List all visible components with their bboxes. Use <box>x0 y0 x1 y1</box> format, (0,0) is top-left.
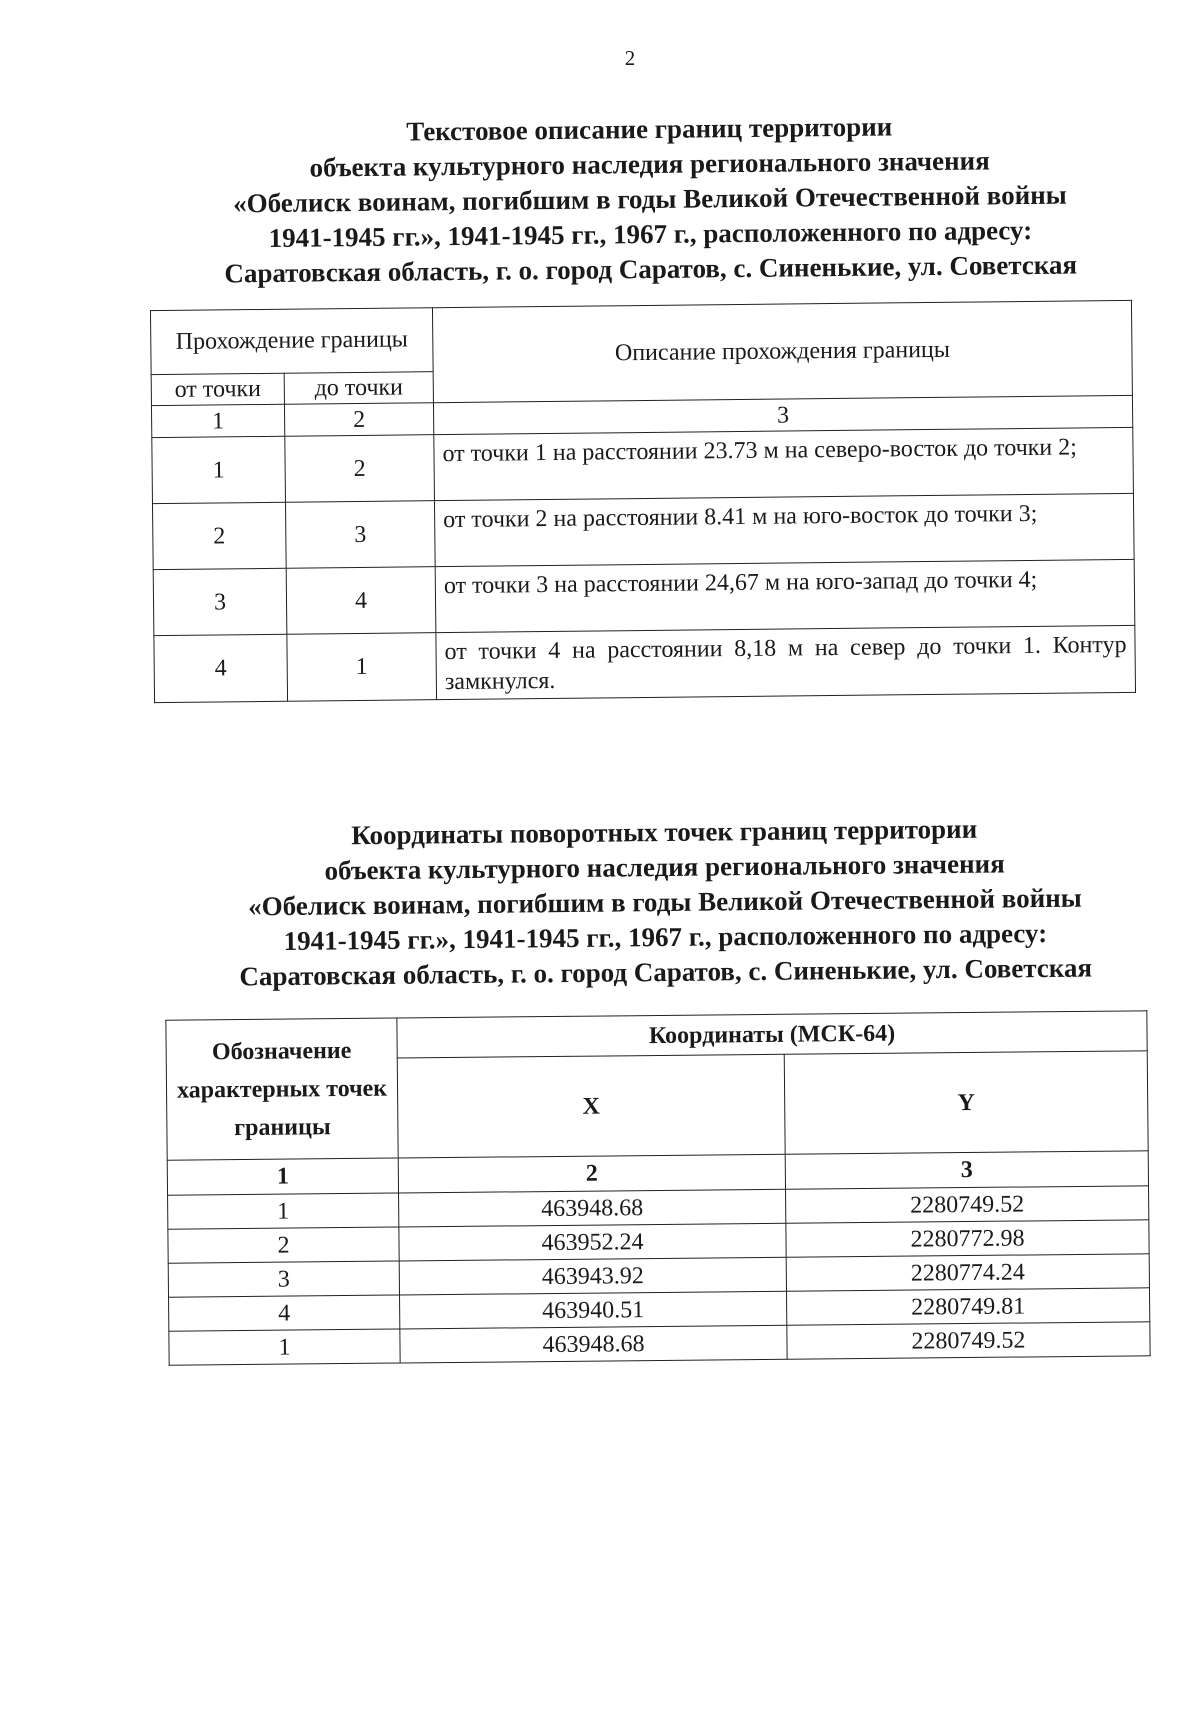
point-id: 3 <box>168 1261 399 1297</box>
passage-description: от точки 2 на расстоянии 8.41 м на юго-восток до точки 3; <box>434 493 1134 566</box>
header-point-designation: Обозначение характерных точек границы <box>166 1018 398 1160</box>
from-point: 2 <box>152 502 286 569</box>
coord-x: 463943.92 <box>399 1257 786 1295</box>
col-number: 3 <box>433 395 1132 434</box>
coord-y: 2280749.81 <box>786 1288 1149 1325</box>
boundary-description-title <box>149 107 1151 292</box>
header-y: Y <box>784 1051 1148 1154</box>
title-line: объекта культурного наследия регионального значения <box>324 848 1005 886</box>
coord-x: 463948.68 <box>399 1189 786 1227</box>
table-row <box>154 625 1136 702</box>
title-line: Координаты поворотных точек границ территории <box>351 813 978 851</box>
header-x: X <box>397 1054 785 1158</box>
coord-x: 463948.68 <box>400 1325 787 1363</box>
to-point: 2 <box>285 435 435 503</box>
point-id: 2 <box>168 1227 399 1263</box>
title-line: «Обелиск воинам, погибшим в годы Великой Отечественной войны <box>233 179 1067 219</box>
header-passage: Прохождение границы <box>150 308 433 375</box>
to-point: 4 <box>286 567 436 635</box>
point-id: 4 <box>169 1295 400 1331</box>
page-number: 2 <box>624 46 636 70</box>
title-line: 1941-1945 гг.», 1941-1945 гг., 1967 г., расположенного по адресу: <box>283 918 1048 956</box>
header-from: от точки <box>151 373 284 405</box>
point-id: 1 <box>168 1193 399 1229</box>
from-point: 4 <box>154 634 288 702</box>
col-number: 2 <box>398 1154 785 1193</box>
table-row <box>152 493 1134 569</box>
col-number: 1 <box>167 1158 398 1195</box>
point-id: 1 <box>169 1329 400 1365</box>
from-point: 3 <box>153 568 287 635</box>
title-line: объекта культурного наследия регионального значения <box>309 145 990 183</box>
title-line: 1941-1945 гг.», 1941-1945 гг., 1967 г., расположенного по адресу: <box>268 215 1033 253</box>
title-line: «Обелиск воинам, погибшим в годы Великой Отечественной войны <box>248 882 1082 922</box>
header-coordinates: Координаты (МСК-64) <box>397 1011 1147 1058</box>
coord-y: 2280749.52 <box>786 1186 1149 1223</box>
col-number: 1 <box>151 404 284 437</box>
from-point: 1 <box>152 436 286 503</box>
passage-description: от точки 3 на расстоянии 24,67 м на юго-запад до точки 4; <box>435 559 1135 632</box>
col-number: 2 <box>284 403 433 437</box>
table-row <box>152 427 1134 503</box>
title-line: Текстовое описание границ территории <box>406 111 893 147</box>
coordinates-title <box>164 810 1166 995</box>
coord-y: 2280772.98 <box>786 1220 1149 1257</box>
to-point: 1 <box>287 633 437 702</box>
header-description: Описание прохождения границы <box>432 300 1132 402</box>
passage-description: от точки 4 на расстоянии 8,18 м на север до точки 1. Контур замкнулся. <box>436 625 1136 699</box>
coord-y: 2280749.52 <box>787 1322 1150 1359</box>
title-line: Саратовская область, г. о. город Саратов, с. Синенькие, ул. Советская <box>239 952 1093 992</box>
coordinates-table <box>165 1010 1150 1365</box>
header-to: до точки <box>284 372 433 405</box>
coord-x: 463940.51 <box>400 1291 787 1329</box>
col-number: 3 <box>785 1151 1148 1189</box>
passage-description: от точки 1 на расстоянии 23.73 м на северо-восток до точки 2; <box>434 427 1134 500</box>
table-row <box>153 559 1135 635</box>
boundary-description-table <box>150 300 1136 703</box>
coord-y: 2280774.24 <box>786 1254 1149 1291</box>
to-point: 3 <box>285 501 435 569</box>
title-line: Саратовская область, г. о. город Саратов, с. Синенькие, ул. Советская <box>224 249 1078 289</box>
coord-x: 463952.24 <box>399 1223 786 1261</box>
